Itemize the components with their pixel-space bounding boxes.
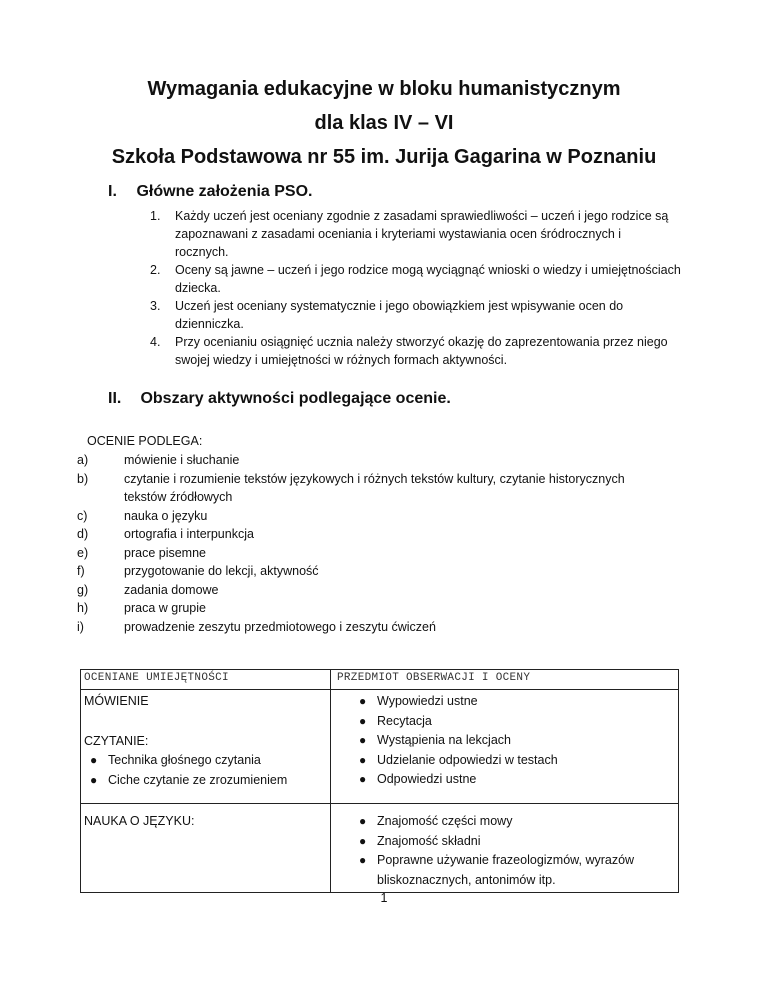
row-title-reading: CZYTANIE: [84,733,149,748]
table-cell-right [331,804,679,893]
bullet-icon: ● [359,733,367,747]
list-item: a) mówienie i słuchanie [77,453,240,467]
list-item: ● Ciche czytanie ze zrozumieniem [84,771,327,791]
bullet-icon: ● [359,713,367,728]
bullet-icon: ● [90,772,98,787]
list-item: g) zadania domowe [77,582,219,597]
section2-heading [108,388,451,410]
list-item: ● Znajomość składni [335,832,675,852]
table-cell-left [81,690,331,804]
list-item: ● Udzielanie odpowiedzi w testach [335,751,675,771]
list-item: 3. Uczeń jest oceniany systematycznie i jego obowiązkiem jest wpisywanie ocen do dzienniczka. [150,299,624,331]
section2-intro: OCENIE PODLEGA: [87,434,203,448]
list-item: d) ortografia i interpunkcja [77,527,254,541]
list-item: 2. Oceny są jawne – uczeń i jego rodzice mogą wyciągnąć wnioski o wiedzy i umiejętnościach dziecka. [150,263,681,295]
list-item: ● Odpowiedzi ustne [335,770,675,790]
list-item: ● Wypowiedzi ustne [335,692,675,712]
table-cell-left [81,804,331,893]
row-title-language: NAUKA O JĘZYKU: [84,814,195,828]
section2-number: II. [108,390,122,407]
section2-list [77,451,695,636]
section1-title: Główne założenia PSO. [136,183,313,200]
section2-title: Obszary aktywności podlegające ocenie. [140,390,451,407]
bullet-icon: ● [359,853,367,867]
bullet-icon: ● [90,753,98,767]
bullet-icon: ● [359,752,367,767]
list-item: ● Znajomość części mowy [335,812,675,832]
table-header-left: OCENIANE UMIEJĘTNOŚCI [81,670,331,690]
doc-title-line2: dla klas IV – VI [314,112,454,134]
list-item: i) prowadzenie zeszytu przedmiotowego i zeszytu ćwiczeń [77,619,436,634]
list-item: f) przygotowanie do lekcji, aktywność [77,564,319,578]
bullet-icon: ● [359,772,367,786]
table-row [81,690,679,804]
list-item: ● Recytacja [335,712,675,732]
table-header-right: PRZEDMIOT OBSERWACJI I OCENY [331,670,679,690]
doc-title-line3: Szkoła Podstawowa nr 55 im. Jurija Gagarina w Poznaniu [111,146,657,168]
list-item: b) czytanie i rozumienie tekstów językowych i różnych tekstów kultury, czytanie historycznych tekstów źródłowych [77,471,625,504]
list-item: ● Technika głośnego czytania [84,751,327,771]
row-title-speaking: MÓWIENIE [84,694,149,708]
list-item: ● Poprawne używanie frazeologizmów, wyrazów [335,851,675,871]
list-item: e) prace pisemne [77,545,206,560]
bullet-icon: ● [359,833,367,848]
table-header-row [81,670,679,690]
list-item: 4. Przy ocenianiu osiągnięć ucznia należy stworzyć okazję do zaprezentowania przez niego swojej wiedzy i umiejętności w różnych formach aktywności. [150,335,668,367]
bullet-icon: ● [359,694,367,708]
page-number: 1 [380,891,388,905]
table-row [81,804,679,893]
table-cell-right [331,690,679,804]
section1-list [150,207,710,369]
list-item: ● Wystąpienia na lekcjach [335,731,675,751]
list-item: c) nauka o języku [77,508,208,523]
section1-heading [108,181,313,203]
bullet-icon: ● [359,814,367,828]
section1-number: I. [108,183,117,200]
doc-title-line1: Wymagania edukacyjne w bloku humanistycznym [147,78,621,100]
assessment-table [80,669,679,893]
list-item-continuation: bliskoznacznych, antonimów itp. [377,872,556,887]
list-item: 1. Każdy uczeń jest oceniany zgodnie z zasadami sprawiedliwości – uczeń i jego rodzice są zapoznawani z zasadami oceniania i kryteriami wystawiania ocen śródrocznych i rocznych. [150,209,669,259]
list-item: h) praca w grupie [77,601,206,615]
